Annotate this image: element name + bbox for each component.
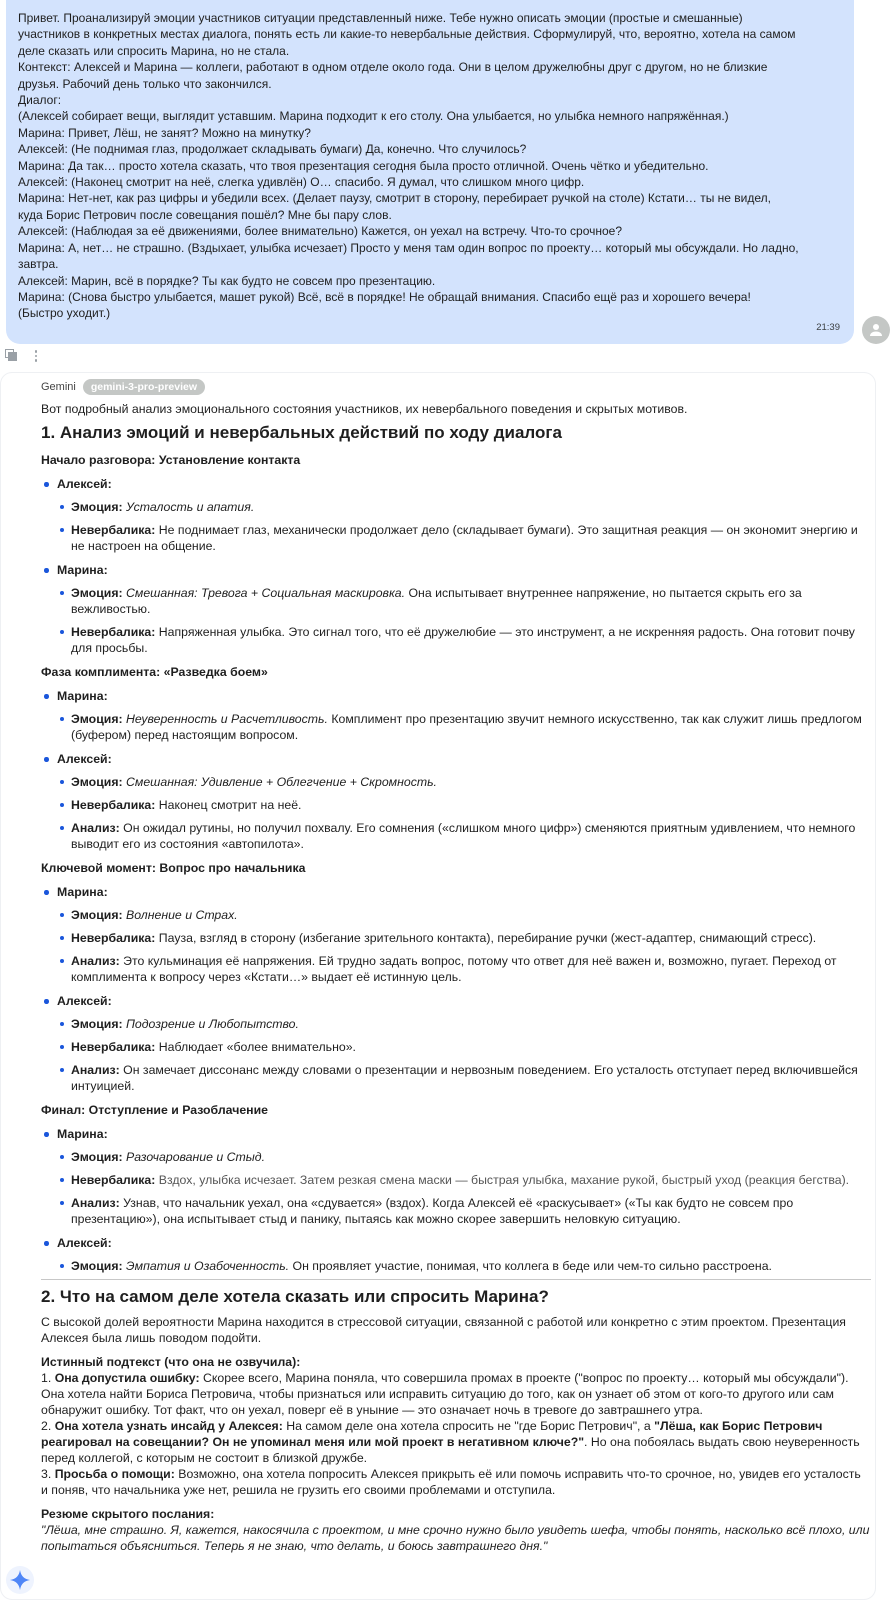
observation-label: Эмоция: [71,775,123,789]
user-message-line: Марина: (Снова быстро улыбается, машет рукой) Всё, всё в порядке! Не обращай внимания. Спасибо ещё раз и хорошего вечера! [18,289,751,304]
gemini-spark-icon[interactable] [6,1566,34,1594]
reply-intro: Вот подробный анализ эмоционального состояния участников, их невербального поведения и скрытых мотивов. [41,402,688,416]
observation-item [57,585,871,617]
emotion-text: Неуверенность и Расчетливость. [126,712,328,726]
participant-item [41,688,871,743]
observation-label: Анализ: [71,1063,120,1077]
observation-label: Эмоция: [71,1259,123,1273]
observation-item [57,797,871,813]
user-message-line: Марина: Привет, Лёш, не занят? Можно на минутку? [18,125,311,140]
phase-title: Ключевой момент: Вопрос про начальника [41,861,306,875]
observation-item [57,624,871,656]
observation-item [57,1172,871,1188]
summary-quote: "Лёша, мне страшно. Я, кажется, накосячила с проектом, и мне срочно нужно было увидеть шефа, чтобы понять, насколько всё плохо, или попытаться объясниться. Теперь я не знаю, что делать, и боюсь завтрашнего дня." [41,1523,870,1553]
emotion-text: Эмпатия и Озабоченность. [126,1259,290,1273]
observation-label: Невербалика: [71,1173,156,1187]
observation-item [57,1016,871,1032]
observation-label: Эмоция: [71,1150,123,1164]
subtext-list [41,1370,871,1498]
observations-list [57,499,871,554]
observations-list [57,774,871,852]
observations-list [57,1149,871,1227]
phase-title: Финал: Отступление и Разоблачение [41,1103,268,1117]
observation-label: Невербалика: [71,798,156,812]
item-text-end: . Но она побоялась выдать свою неуверенность перед коллегой, с которым не состоит в близкой дружбе. [41,1435,860,1465]
observation-item [57,711,871,743]
observation-label: Эмоция: [71,500,123,514]
user-message-text [18,10,842,322]
participant-name: Алексей: [57,477,112,491]
observation-item [57,499,871,515]
emotion-text: Смешанная: Тревога + Социальная маскировка. [126,586,406,600]
user-message-line: (Быстро уходит.) [18,306,111,321]
summary-title: Резюме скрытого послания: [41,1507,215,1521]
user-message-line: завтра. [18,257,59,272]
observation-text: Вздох, улыбка исчезает. Затем резкая смена маски — быстрая улыбка, махание рукой, быстрый уход (реакция бегства). [158,1173,850,1187]
participant-name: Марина: [57,1127,108,1141]
observation-label: Анализ: [71,821,120,835]
user-message-line: друзья. Рабочий день только что закончился. [18,76,272,91]
user-message-line: Алексей: (Не поднимая глаз, продолжает складывать бумаги) Да, конечно. Что случилось? [18,142,527,157]
message-time: 21:39 [816,321,840,333]
observation-item [57,930,871,946]
observation-text: Комплимент про презентацию звучит немного искусственно, так как служит лишь предлогом (буфером) перед настоящим вопросом. [71,712,862,742]
user-message-line: Алексей: (Наблюдая за её движениями, более внимательно) Кажется, он уехал на встречу. Что-то срочное? [18,224,623,239]
observations-list [57,1258,871,1274]
user-message-line: Марина: Нет-нет, как раз цифры и убедили всех. (Делает паузу, смотрит в сторону, перебирает ручкой на столе) Кстати… ты не видел, [18,191,771,206]
emotion-text: Подозрение и Любопытство. [126,1017,299,1031]
subtext-title: Истинный подтекст (что она не озвучила): [41,1355,301,1369]
phase-title: Фаза комплимента: «Разведка боем» [41,665,268,679]
user-message-line: деле сказать или спросить Марина, но не стала. [18,43,290,58]
observation-text: Она испытывает внутреннее напряжение, но пытается скрыть его за вежливостью. [71,586,802,616]
observation-item [57,1149,871,1165]
observation-text: Он проявляет участие, понимая, что коллега в беде или чем-то сильно расстроена. [289,1259,772,1273]
item-label: Она допустила ошибку: [54,1371,200,1385]
participant-name: Марина: [57,689,108,703]
observation-item [57,1258,871,1274]
observation-item [57,1039,871,1055]
observation-item [57,907,871,923]
user-message-line: Контекст: Алексей и Марина — коллеги, работают в одном отделе около года. Они в целом дружелюбны друг с другом, но не близкие [18,60,768,75]
observation-label: Анализ: [71,954,120,968]
observation-item [57,774,871,790]
participant-item [41,751,871,852]
observation-item [57,820,871,852]
divider [41,1279,871,1280]
item-bold-quote: "Лёша, как Борис Петрович реагировал на совещании? Он не упоминал меня или мой проект в негативном ключе?" [41,1419,823,1449]
item-label: Просьба о помощи: [54,1467,175,1481]
observations-list [57,711,871,743]
participant-item [41,993,871,1094]
user-message-bubble [6,0,854,344]
message-toolbar [6,350,42,362]
emotion-text: Усталость и апатия. [126,500,255,514]
participants-list [41,476,871,656]
participants-list [41,884,871,1094]
item-number: 3. [41,1467,52,1481]
phase-title: Начало разговора: Установление контакта [41,453,301,467]
user-message-line: Алексей: (Наконец смотрит на неё, слегка удивлён) О… спасибо. Я думал, что слишком много цифр. [18,175,585,190]
model-header [41,379,205,395]
phases-list [41,452,871,1274]
participant-item [41,1235,871,1274]
item-text: На самом деле она хотела спросить не "где Борис Петрович", а [282,1419,655,1433]
observation-item [57,953,871,985]
emotion-text: Волнение и Страх. [126,908,238,922]
participant-name: Алексей: [57,752,112,766]
observation-label: Эмоция: [71,586,123,600]
item-number: 1. [41,1371,52,1385]
observation-text: Напряженная улыбка. Это сигнал того, что её дружелюбие — это инструмент, а не искренняя радость. Она готовит почву для просьбы. [71,625,855,655]
observation-item [57,522,871,554]
user-message-line: участников в конкретных местах диалога, понять есть ли какие-то невербальные действия. Сформулируй, что, вероятно, хотела на самом [18,27,796,42]
observation-label: Анализ: [71,1196,120,1210]
section-1-title: 1. Анализ эмоций и невербальных действий по ходу диалога [41,423,562,442]
user-message-line: (Алексей собирает вещи, выглядит уставшим. Марина подходит к его столу. Она улыбается, но улыбка немного напряжённая.) [18,109,729,124]
observation-label: Эмоция: [71,1017,123,1031]
participants-list [41,688,871,852]
user-message-line: Привет. Проанализируй эмоции участников ситуации представленный ниже. Тебе нужно описать эмоции (простые и смешанные) [18,11,743,25]
user-message-line: Диалог: [18,93,62,108]
observation-text: Он замечает диссонанс между словами о презентации и нервозным поведением. Его усталость отступает перед включившейся интуицией. [71,1063,858,1093]
participant-name: Алексей: [57,994,112,1008]
observation-label: Эмоция: [71,712,123,726]
item-text: Возможно, она хотела попросить Алексея прикрыть её или помочь исправить что-то срочное, но, увидев его усталость и поняв, что начальника уже нет, решила не грузить его своими проблемами и отступила. [41,1467,861,1497]
section-2-intro: С высокой долей вероятности Марина находится в стрессовой ситуации, связанной с работой или конкретно с этим проектом. Презентация Алексея была лишь поводом подойти. [41,1315,846,1345]
observation-text: Наконец смотрит на неё. [158,798,302,812]
observation-text: Пауза, взгляд в сторону (избегание зрительного контакта), перебирание ручки (жест-адаптер, снимающий стресс). [158,931,817,945]
observation-label: Невербалика: [71,625,156,639]
copy-icon[interactable] [6,350,18,362]
subtext-item [41,1466,871,1498]
item-text: Скорее всего, Марина поняла, что совершила промах в проекте ("вопрос по проекту… который мы обсуждали"). Она хотела найти Бориса Петровича, чтобы признаться или исправить ситуацию до того, как он узнает об этом от кого-то другого или сам обнаружит ошибку. Тот факт, что он уехал, поверг её в уныние — это означает ночь в тревоге до завтрашнего утра. [41,1371,849,1417]
participants-list [41,1126,871,1274]
subtext-item [41,1370,871,1418]
observation-item [57,1062,871,1094]
model-name: Gemini [41,381,76,393]
participant-item [41,562,871,656]
model-reply-content [41,401,871,1554]
subtext-item [41,1418,871,1466]
participant-item [41,476,871,554]
participant-name: Марина: [57,885,108,899]
section-2-title: 2. Что на самом деле хотела сказать или спросить Марина? [41,1287,549,1306]
participant-item [41,884,871,985]
emotion-text: Разочарование и Стыд. [126,1150,266,1164]
emotion-text: Смешанная: Удивление + Облегчение + Скромность. [126,775,437,789]
more-vert-icon[interactable] [30,350,42,362]
item-label: Она хотела узнать инсайд у Алексея: [54,1419,283,1433]
observation-item [57,1195,871,1227]
participant-name: Алексей: [57,1236,112,1250]
observations-list [57,585,871,656]
user-avatar-icon[interactable] [862,316,890,344]
model-version-chip[interactable]: gemini-3-pro-preview [83,379,205,395]
observations-list [57,1016,871,1094]
item-number: 2. [41,1419,52,1433]
user-message-line: Марина: Да так… просто хотела сказать, что твоя презентация сегодня была просто отличной. Очень чётко и убедительно. [18,158,709,173]
observation-text: Это кульминация её напряжения. Ей трудно задать вопрос, потому что ответ для неё важен и, возможно, пугает. Переход от комплимента к вопросу через «Кстати…» выдает её истинную цель. [71,954,837,984]
observation-label: Невербалика: [71,1040,156,1054]
observation-text: Не поднимает глаз, механически продолжает дело (складывает бумаги). Это защитная реакция — он экономит энергию и не настроен на общение. [71,523,858,553]
participant-name: Марина: [57,563,108,577]
observation-text: Он ожидал рутины, но получил похвалу. Его сомнения («слишком много цифр») сменяются приятным удивлением, что немного выводит его из состояния «автопилота». [71,821,856,851]
observation-label: Невербалика: [71,931,156,945]
user-message-line: Марина: А, нет… не страшно. (Вздыхает, улыбка исчезает) Просто у меня там один вопрос по проекту… который мы обсуждали. Но ладно, [18,240,799,255]
user-message-line: куда Борис Петрович после совещания пошёл? Мне бы пару слов. [18,207,392,222]
user-message-line: Алексей: Марин, всё в порядке? Ты как будто не совсем про презентацию. [18,273,436,288]
observation-label: Невербалика: [71,523,156,537]
participant-item [41,1126,871,1227]
observation-text: Наблюдает «более внимательно». [158,1040,356,1054]
observations-list [57,907,871,985]
observation-label: Эмоция: [71,908,123,922]
observation-text: Узнав, что начальник уехал, она «сдувается» (вздох). Когда Алексей её «раскусывает» («Ты как будто не совсем про презентацию»), она испытывает стыд и панику, пытаясь как можно скорее завершить неловкую ситуацию. [71,1196,794,1226]
